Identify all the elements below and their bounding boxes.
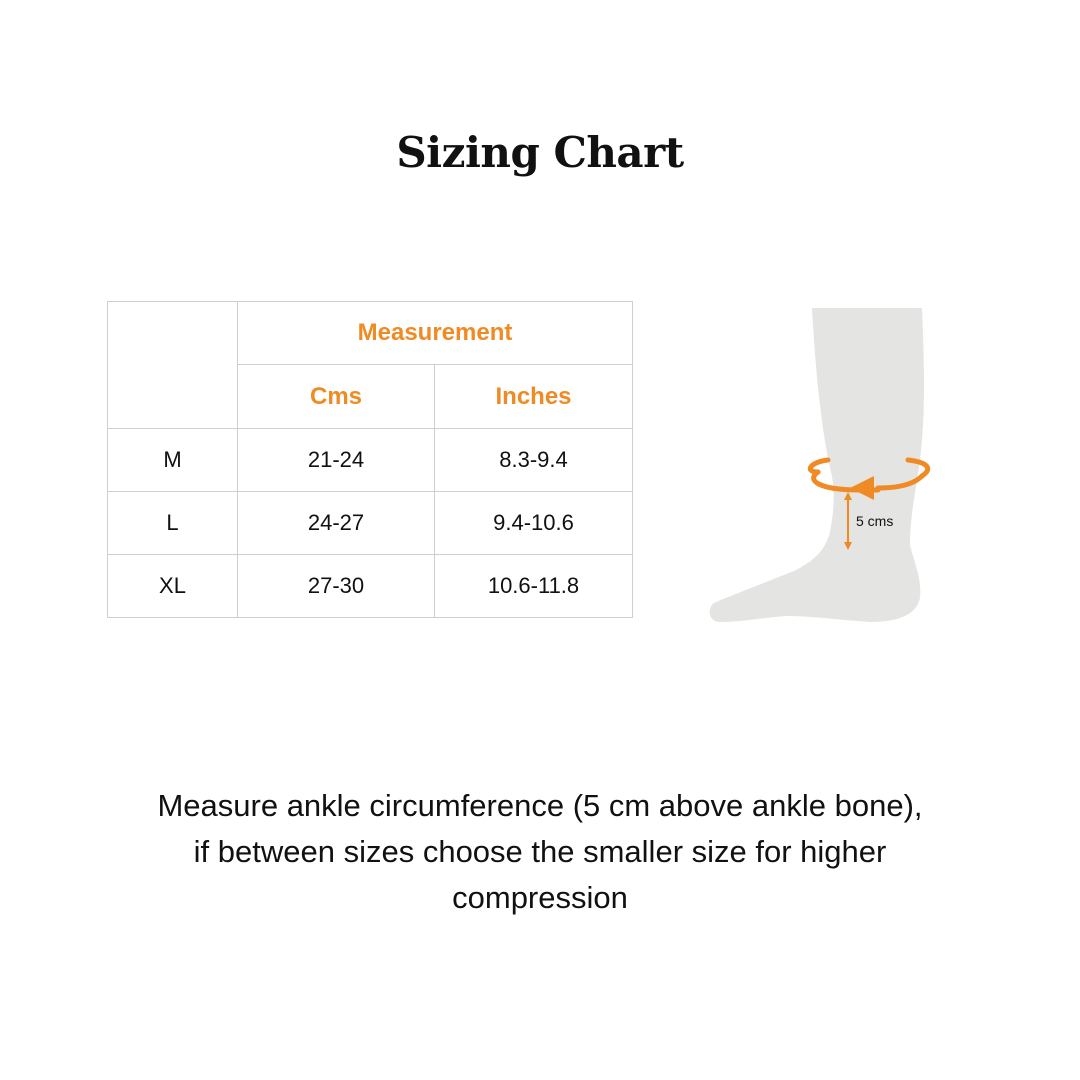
cms-cell: 24-27 — [238, 492, 435, 555]
table-row — [108, 555, 633, 618]
inches-cell: 10.6-11.8 — [435, 555, 633, 618]
sizing-table — [107, 301, 633, 618]
table-row — [108, 429, 633, 492]
size-cell: M — [108, 429, 238, 492]
note-line: compression — [452, 880, 628, 915]
note-line: if between sizes choose the smaller size for higher — [193, 834, 887, 869]
table-header-row — [108, 302, 633, 365]
inches-cell: 8.3-9.4 — [435, 429, 633, 492]
cms-cell: 27-30 — [238, 555, 435, 618]
size-cell: XL — [108, 555, 238, 618]
note-line: Measure ankle circumference (5 cm above ankle bone), — [157, 788, 923, 823]
page-title: Sizing Chart — [396, 128, 684, 177]
distance-label: 5 cms — [856, 513, 894, 529]
cms-column-header: Cms — [238, 365, 435, 429]
measurement-note — [60, 783, 1020, 921]
inches-cell: 9.4-10.6 — [435, 492, 633, 555]
table-row — [108, 492, 633, 555]
empty-corner-cell — [108, 302, 238, 429]
cms-cell: 21-24 — [238, 429, 435, 492]
measurement-header: Measurement — [238, 302, 633, 365]
size-cell: L — [108, 492, 238, 555]
ankle-measurement-illustration — [700, 300, 960, 630]
inches-column-header: Inches — [435, 365, 633, 429]
